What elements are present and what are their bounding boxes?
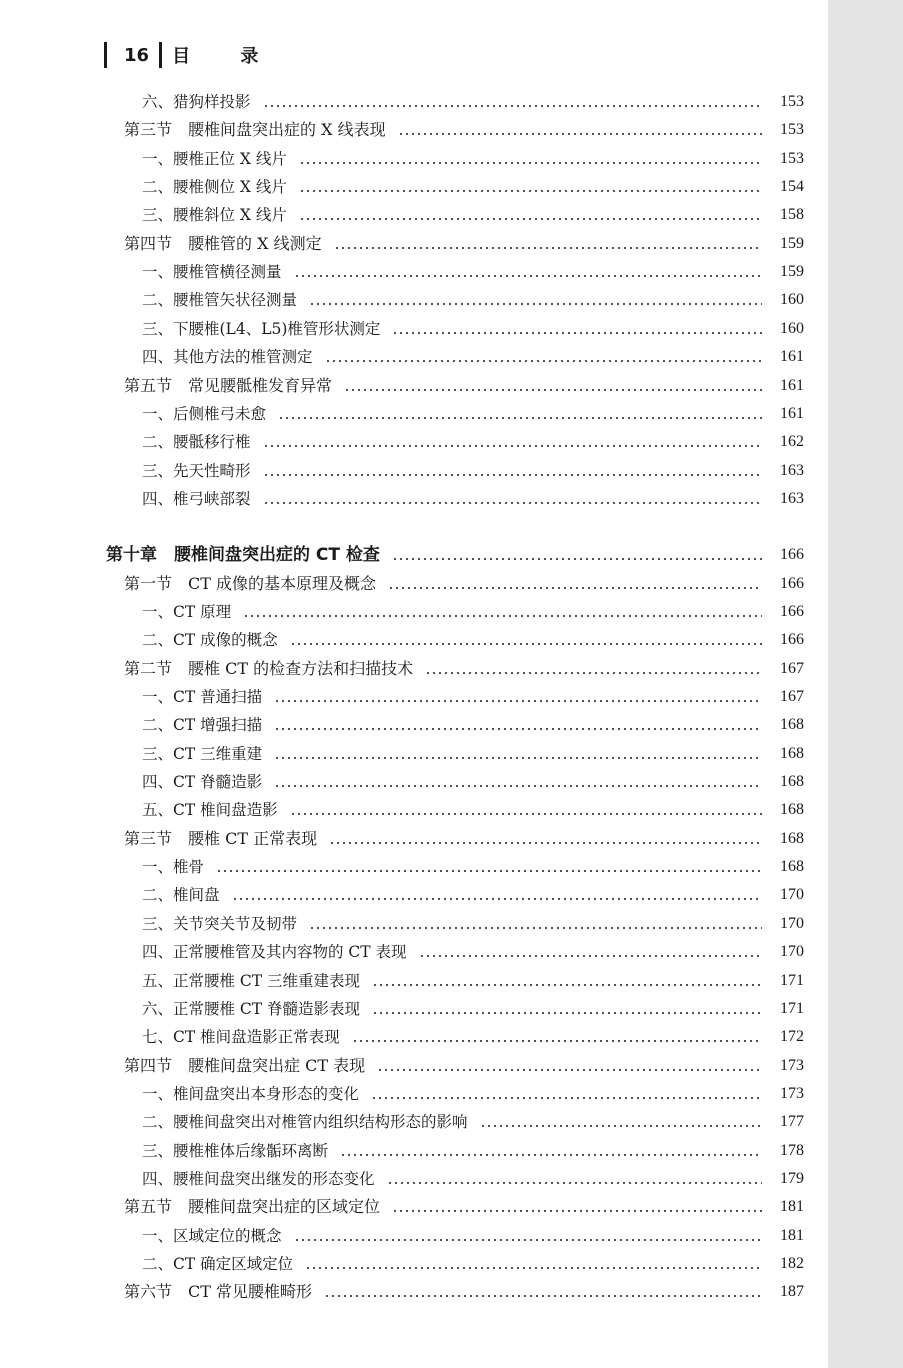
- toc-entry-page: 168: [780, 801, 804, 818]
- leader-dots: [299, 218, 762, 220]
- toc-entry-page: 177: [780, 1113, 804, 1130]
- page-gutter: [828, 0, 903, 1368]
- toc-entry-page: 181: [780, 1227, 804, 1244]
- leader-dots: [278, 417, 762, 419]
- toc-entry-page: 159: [780, 235, 804, 252]
- toc-subsection-entry: [0, 1163, 828, 1189]
- leader-dots: [274, 785, 762, 787]
- leader-dots: [243, 615, 762, 617]
- toc-entry-page: 170: [780, 886, 804, 903]
- toc-entry-title: 五、正常腰椎 CT 三维重建表现: [142, 972, 361, 990]
- toc-subsection-entry: [0, 908, 828, 934]
- toc-entry-title: 第四节 腰椎间盘突出症 CT 表现: [124, 1056, 366, 1075]
- leader-dots: [274, 728, 762, 730]
- toc-subsection-entry: [0, 681, 828, 707]
- leader-dots: [419, 955, 762, 957]
- leader-dots: [325, 360, 762, 362]
- toc-subsection-entry: [0, 936, 828, 962]
- toc-entry-title: 四、其他方法的椎管测定: [142, 348, 313, 366]
- toc-entry-title: 四、CT 脊髓造影: [142, 773, 263, 791]
- toc-entry-title: 一、椎骨: [142, 858, 205, 876]
- leader-dots: [305, 1267, 762, 1269]
- leader-dots: [334, 247, 762, 249]
- leader-dots: [299, 190, 762, 192]
- toc-entry-page: 161: [780, 405, 804, 422]
- toc-entry-page: 166: [780, 575, 804, 592]
- leader-dots: [274, 700, 762, 702]
- leader-dots: [392, 1210, 762, 1212]
- toc-entry-page: 187: [780, 1283, 804, 1300]
- toc-subsection-entry: [0, 1021, 828, 1047]
- toc-entry-title: 二、椎间盘: [142, 886, 220, 904]
- toc-subsection-entry: [0, 199, 828, 225]
- toc-entry-title: 三、CT 三维重建: [142, 745, 263, 763]
- toc-entry-page: 161: [780, 377, 804, 394]
- leader-dots: [294, 1239, 762, 1241]
- toc-entry-title: 二、CT 成像的概念: [142, 631, 278, 649]
- toc-section-entry: [0, 823, 828, 849]
- leader-dots: [371, 1097, 762, 1099]
- toc-subsection-entry: [0, 794, 828, 820]
- toc-entry-page: 160: [780, 291, 804, 308]
- toc-entry-page: 168: [780, 773, 804, 790]
- leader-dots: [398, 133, 762, 135]
- toc-entry-title: 五、CT 椎间盘造影: [142, 801, 278, 819]
- toc-entry-title: 四、腰椎间盘突出继发的形态变化: [142, 1170, 375, 1188]
- leader-dots: [290, 643, 762, 645]
- leader-dots: [309, 927, 762, 929]
- toc-entry-title: 三、腰椎斜位 X 线片: [142, 206, 287, 224]
- toc-entry-title: 三、先天性畸形: [142, 462, 251, 480]
- toc-entry-page: 167: [780, 660, 804, 677]
- toc-entry-title: 三、关节突关节及韧带: [142, 915, 298, 933]
- toc-entry-title: 第六节 CT 常见腰椎畸形: [124, 1282, 313, 1301]
- leader-dots: [263, 502, 762, 504]
- leader-dots: [352, 1040, 762, 1042]
- toc-entry-title: 第十章 腰椎间盘突出症的 CT 检查: [106, 545, 380, 565]
- leader-dots: [372, 1012, 762, 1014]
- header-rule-left: [104, 42, 107, 68]
- toc-entry-title: 六、正常腰椎 CT 脊髓造影表现: [142, 1000, 361, 1018]
- leader-dots: [387, 1182, 762, 1184]
- toc-entry-page: 179: [780, 1170, 804, 1187]
- leader-dots: [329, 842, 762, 844]
- leader-dots: [294, 275, 762, 277]
- leader-dots: [392, 332, 762, 334]
- toc-entry-title: 第五节 常见腰骶椎发育异常: [124, 376, 333, 395]
- toc-entry-page: 153: [780, 93, 804, 110]
- toc-section-entry: [0, 1191, 828, 1217]
- toc-entry-title: 第三节 腰椎 CT 正常表现: [124, 829, 318, 848]
- toc-entry-page: 182: [780, 1255, 804, 1272]
- leader-dots: [263, 445, 762, 447]
- toc-subsection-entry: [0, 426, 828, 452]
- toc-subsection-entry: [0, 143, 828, 169]
- toc-section-entry: [0, 370, 828, 396]
- leader-dots: [299, 162, 762, 164]
- toc-entry-page: 168: [780, 830, 804, 847]
- toc-entry-page: 181: [780, 1198, 804, 1215]
- toc-entry-title: 第三节 腰椎间盘突出症的 X 线表现: [124, 120, 386, 139]
- toc-entry-title: 三、下腰椎(L4、L5)椎管形状测定: [142, 320, 381, 338]
- toc-entry-page: 173: [780, 1085, 804, 1102]
- toc-subsection-entry: [0, 86, 828, 112]
- toc-subsection-entry: [0, 256, 828, 282]
- toc-entry-page: 160: [780, 320, 804, 337]
- toc-entry-page: 159: [780, 263, 804, 280]
- leader-dots: [232, 898, 762, 900]
- toc-entry-page: 173: [780, 1057, 804, 1074]
- toc-subsection-entry: [0, 455, 828, 481]
- toc-entry-title: 一、区域定位的概念: [142, 1227, 282, 1245]
- toc-subsection-entry: [0, 1220, 828, 1246]
- toc-section-entry: [0, 1050, 828, 1076]
- leader-dots: [290, 813, 762, 815]
- leader-dots: [340, 1154, 762, 1156]
- header-title: 目 录: [172, 46, 281, 67]
- toc-entry-page: 161: [780, 348, 804, 365]
- toc-subsection-entry: [0, 483, 828, 509]
- toc-entry-page: 166: [780, 631, 804, 648]
- leader-dots: [263, 474, 762, 476]
- toc-section-entry: [0, 114, 828, 140]
- toc-entry-page: 153: [780, 150, 804, 167]
- toc-entry-page: 167: [780, 688, 804, 705]
- toc-subsection-entry: [0, 879, 828, 905]
- toc-subsection-entry: [0, 596, 828, 622]
- leader-dots: [372, 984, 762, 986]
- toc-entry-page: 171: [780, 1000, 804, 1017]
- toc-entry-title: 一、CT 普通扫描: [142, 688, 263, 706]
- toc-entry-title: 一、椎间盘突出本身形态的变化: [142, 1085, 360, 1103]
- toc-entry-page: 168: [780, 745, 804, 762]
- toc-section-entry: [0, 228, 828, 254]
- leader-dots: [274, 757, 762, 759]
- toc-entry-title: 二、腰椎间盘突出对椎管内组织结构形态的影响: [142, 1113, 468, 1131]
- toc-entry-page: 178: [780, 1142, 804, 1159]
- toc-subsection-entry: [0, 171, 828, 197]
- toc-entry-page: 163: [780, 490, 804, 507]
- toc-entry-title: 六、猎狗样投影: [142, 93, 251, 111]
- toc-entry-title: 四、椎弓峡部裂: [142, 490, 251, 508]
- toc-entry-title: 一、后侧椎弓未愈: [142, 405, 267, 423]
- toc-entry-title: 二、腰椎侧位 X 线片: [142, 178, 287, 196]
- toc-entry-title: 二、腰椎管矢状径测量: [142, 291, 298, 309]
- toc-entry-page: 172: [780, 1028, 804, 1045]
- leader-dots: [392, 558, 762, 560]
- leader-dots: [324, 1295, 762, 1297]
- toc-subsection-entry: [0, 965, 828, 991]
- toc-entry-page: 163: [780, 462, 804, 479]
- toc-entry-title: 四、正常腰椎管及其内容物的 CT 表现: [142, 943, 407, 961]
- toc-entry-page: 171: [780, 972, 804, 989]
- toc-entry-page: 158: [780, 206, 804, 223]
- leader-dots: [377, 1069, 762, 1071]
- toc-entry-page: 170: [780, 943, 804, 960]
- toc-subsection-entry: [0, 1106, 828, 1132]
- header-rule-divider: [159, 42, 162, 68]
- toc-subsection-entry: [0, 1078, 828, 1104]
- leader-dots: [388, 587, 762, 589]
- leader-dots: [216, 870, 762, 872]
- toc-entry-page: 153: [780, 121, 804, 138]
- toc-entry-title: 第二节 腰椎 CT 的检查方法和扫描技术: [124, 659, 414, 678]
- header-page-number: 16: [124, 44, 150, 66]
- toc-entry-title: 第一节 CT 成像的基本原理及概念: [124, 574, 377, 593]
- toc-subsection-entry: [0, 851, 828, 877]
- toc-section-entry: [0, 568, 828, 594]
- toc-section-entry: [0, 1276, 828, 1302]
- leader-dots: [263, 105, 762, 107]
- toc-subsection-entry: [0, 313, 828, 339]
- toc-subsection-entry: [0, 284, 828, 310]
- toc-subsection-entry: [0, 993, 828, 1019]
- toc-entry-title: 二、腰骶移行椎: [142, 433, 251, 451]
- leader-dots: [425, 672, 762, 674]
- toc-subsection-entry: [0, 341, 828, 367]
- toc-subsection-entry: [0, 1248, 828, 1274]
- toc-entry-title: 第四节 腰椎管的 X 线测定: [124, 234, 322, 253]
- toc-chapter-entry: [0, 539, 828, 565]
- toc-entry-title: 一、CT 原理: [142, 603, 232, 621]
- toc-entry-page: 162: [780, 433, 804, 450]
- toc-subsection-entry: [0, 709, 828, 735]
- toc-entry-page: 166: [780, 546, 804, 563]
- toc-subsection-entry: [0, 738, 828, 764]
- toc-entry-page: 154: [780, 178, 804, 195]
- toc-entry-page: 166: [780, 603, 804, 620]
- toc-entry-title: 二、CT 确定区域定位: [142, 1255, 294, 1273]
- toc-entry-page: 168: [780, 716, 804, 733]
- toc-entry-title: 七、CT 椎间盘造影正常表现: [142, 1028, 340, 1046]
- toc-entry-page: 168: [780, 858, 804, 875]
- toc-subsection-entry: [0, 766, 828, 792]
- toc-entry-title: 三、腰椎椎体后缘骺环离断: [142, 1142, 329, 1160]
- leader-dots: [309, 303, 762, 305]
- toc-entry-title: 一、腰椎管横径测量: [142, 263, 282, 281]
- toc-subsection-entry: [0, 1135, 828, 1161]
- leader-dots: [480, 1125, 762, 1127]
- toc-entry-title: 二、CT 增强扫描: [142, 716, 263, 734]
- toc-subsection-entry: [0, 624, 828, 650]
- toc-entry-title: 一、腰椎正位 X 线片: [142, 150, 287, 168]
- toc-entry-title: 第五节 腰椎间盘突出症的区域定位: [124, 1197, 381, 1216]
- toc-section-entry: [0, 653, 828, 679]
- leader-dots: [344, 389, 762, 391]
- toc-entry-page: 170: [780, 915, 804, 932]
- running-header: [104, 40, 280, 70]
- toc-subsection-entry: [0, 398, 828, 424]
